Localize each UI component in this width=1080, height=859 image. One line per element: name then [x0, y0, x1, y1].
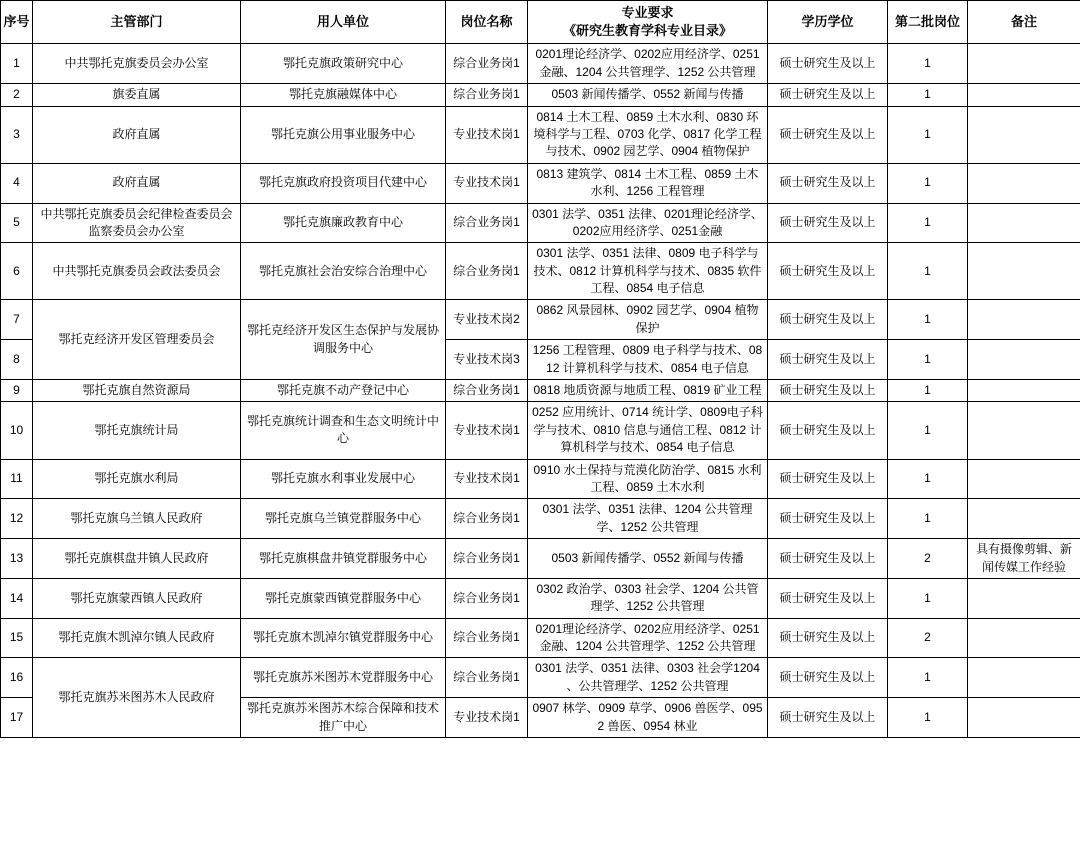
cell-employer-unit: 鄂托克旗木凯淖尔镇党群服务中心	[241, 618, 446, 658]
cell-no: 16	[1, 658, 33, 698]
cell-second-batch: 2	[888, 618, 968, 658]
table-row	[1, 578, 1080, 618]
cell-department: 鄂托克旗木凯淖尔镇人民政府	[33, 618, 241, 658]
cell-position-name: 综合业务岗1	[446, 539, 528, 579]
cell-employer-unit: 鄂托克旗公用事业服务中心	[241, 106, 446, 163]
table-row	[1, 203, 1080, 243]
table-row	[1, 243, 1080, 300]
table-row	[1, 44, 1080, 84]
table-row	[1, 380, 1080, 402]
table-row	[1, 84, 1080, 106]
cell-degree: 硕士研究生及以上	[768, 84, 888, 106]
cell-position-name: 综合业务岗1	[446, 243, 528, 300]
cell-no: 3	[1, 106, 33, 163]
cell-remark	[968, 163, 1080, 203]
cell-department: 鄂托克旗苏米图苏木人民政府	[33, 658, 241, 738]
cell-major-requirement: 0201理论经济学、0202应用经济学、0251金融、1204 公共管理学、1252 公共管理	[528, 44, 768, 84]
cell-no: 1	[1, 44, 33, 84]
cell-position-name: 专业技术岗1	[446, 459, 528, 499]
cell-major-requirement: 0301 法学、0351 法律、0201理论经济学、0202应用经济学、0251金融	[528, 203, 768, 243]
cell-remark	[968, 698, 1080, 738]
cell-no: 8	[1, 340, 33, 380]
cell-degree: 硕士研究生及以上	[768, 44, 888, 84]
cell-employer-unit: 鄂托克旗苏米图苏木党群服务中心	[241, 658, 446, 698]
cell-second-batch: 1	[888, 578, 968, 618]
cell-position-name: 专业技术岗3	[446, 340, 528, 380]
cell-second-batch: 1	[888, 402, 968, 459]
cell-remark	[968, 402, 1080, 459]
cell-position-name: 综合业务岗1	[446, 84, 528, 106]
cell-degree: 硕士研究生及以上	[768, 539, 888, 579]
cell-major-requirement: 0907 林学、0909 草学、0906 兽医学、0952 兽医、0954 林业	[528, 698, 768, 738]
cell-no: 5	[1, 203, 33, 243]
cell-no: 9	[1, 380, 33, 402]
cell-second-batch: 1	[888, 106, 968, 163]
cell-employer-unit: 鄂托克经济开发区生态保护与发展协调服务中心	[241, 300, 446, 380]
cell-employer-unit: 鄂托克旗蒙西镇党群服务中心	[241, 578, 446, 618]
table-row	[1, 402, 1080, 459]
cell-no: 13	[1, 539, 33, 579]
cell-position-name: 专业技术岗1	[446, 163, 528, 203]
cell-second-batch: 1	[888, 380, 968, 402]
cell-major-requirement: 0301 法学、0351 法律、0809 电子科学与技术、0812 计算机科学与技术、0835 软件工程、0854 电子信息	[528, 243, 768, 300]
cell-degree: 硕士研究生及以上	[768, 459, 888, 499]
cell-remark	[968, 106, 1080, 163]
cell-remark	[968, 658, 1080, 698]
cell-department: 鄂托克旗蒙西镇人民政府	[33, 578, 241, 618]
cell-degree: 硕士研究生及以上	[768, 203, 888, 243]
cell-major-requirement: 1256 工程管理、0809 电子科学与技术、0812 计算机科学与技术、0854 电子信息	[528, 340, 768, 380]
table-row	[1, 300, 1080, 340]
header-degree: 学历学位	[768, 1, 888, 44]
cell-position-name: 专业技术岗1	[446, 402, 528, 459]
cell-no: 6	[1, 243, 33, 300]
cell-major-requirement: 0301 法学、0351 法律、0303 社会学1204 、公共管理学、1252 公共管理	[528, 658, 768, 698]
cell-department: 旗委直属	[33, 84, 241, 106]
cell-no: 17	[1, 698, 33, 738]
cell-employer-unit: 鄂托克旗棋盘井镇党群服务中心	[241, 539, 446, 579]
cell-second-batch: 1	[888, 300, 968, 340]
table-header-row	[1, 1, 1080, 44]
cell-employer-unit: 鄂托克旗水利事业发展中心	[241, 459, 446, 499]
cell-major-requirement: 0302 政治学、0303 社会学、1204 公共管理学、1252 公共管理	[528, 578, 768, 618]
cell-employer-unit: 鄂托克旗政策研究中心	[241, 44, 446, 84]
cell-degree: 硕士研究生及以上	[768, 380, 888, 402]
cell-degree: 硕士研究生及以上	[768, 300, 888, 340]
header-no: 序号	[1, 1, 33, 44]
cell-degree: 硕士研究生及以上	[768, 106, 888, 163]
cell-employer-unit: 鄂托克旗社会治安综合治理中心	[241, 243, 446, 300]
cell-remark	[968, 499, 1080, 539]
cell-remark	[968, 578, 1080, 618]
cell-second-batch: 1	[888, 84, 968, 106]
header-position-name: 岗位名称	[446, 1, 528, 44]
cell-degree: 硕士研究生及以上	[768, 658, 888, 698]
cell-no: 7	[1, 300, 33, 340]
cell-remark: 具有摄像剪辑、新闻传媒工作经验	[968, 539, 1080, 579]
cell-position-name: 综合业务岗1	[446, 203, 528, 243]
cell-major-requirement: 0814 土木工程、0859 土木水利、0830 环境科学与工程、0703 化学、0817 化学工程与技术、0902 园艺学、0904 植物保护	[528, 106, 768, 163]
header-second-batch: 第二批岗位	[888, 1, 968, 44]
cell-remark	[968, 203, 1080, 243]
cell-no: 4	[1, 163, 33, 203]
cell-second-batch: 1	[888, 203, 968, 243]
cell-no: 15	[1, 618, 33, 658]
cell-department: 中共鄂托克旗委员会纪律检查委员会监察委员会办公室	[33, 203, 241, 243]
cell-degree: 硕士研究生及以上	[768, 340, 888, 380]
cell-department: 中共鄂托克旗委员会政法委员会	[33, 243, 241, 300]
cell-employer-unit: 鄂托克旗统计调查和生态文明统计中心	[241, 402, 446, 459]
cell-position-name: 综合业务岗1	[446, 380, 528, 402]
cell-second-batch: 1	[888, 44, 968, 84]
cell-major-requirement: 0201理论经济学、0202应用经济学、0251金融、1204 公共管理学、1252 公共管理	[528, 618, 768, 658]
cell-position-name: 专业技术岗2	[446, 300, 528, 340]
table-row	[1, 499, 1080, 539]
cell-department: 鄂托克旗自然资源局	[33, 380, 241, 402]
cell-position-name: 综合业务岗1	[446, 499, 528, 539]
cell-department: 鄂托克旗棋盘井镇人民政府	[33, 539, 241, 579]
cell-remark	[968, 459, 1080, 499]
cell-major-requirement: 0818 地质资源与地质工程、0819 矿业工程	[528, 380, 768, 402]
cell-employer-unit: 鄂托克旗苏米图苏木综合保障和技术推广中心	[241, 698, 446, 738]
header-major-requirement	[528, 1, 768, 44]
cell-second-batch: 2	[888, 539, 968, 579]
cell-no: 12	[1, 499, 33, 539]
cell-no: 11	[1, 459, 33, 499]
table-row	[1, 539, 1080, 579]
cell-position-name: 综合业务岗1	[446, 618, 528, 658]
cell-position-name: 专业技术岗1	[446, 698, 528, 738]
cell-degree: 硕士研究生及以上	[768, 618, 888, 658]
cell-second-batch: 1	[888, 459, 968, 499]
cell-major-requirement: 0910 水土保持与荒漠化防治学、0815 水利工程、0859 土木水利	[528, 459, 768, 499]
cell-department: 政府直属	[33, 163, 241, 203]
cell-department: 鄂托克旗乌兰镇人民政府	[33, 499, 241, 539]
cell-remark	[968, 84, 1080, 106]
cell-position-name: 综合业务岗1	[446, 44, 528, 84]
cell-major-requirement: 0301 法学、0351 法律、1204 公共管理学、1252 公共管理	[528, 499, 768, 539]
table-row	[1, 618, 1080, 658]
header-remark: 备注	[968, 1, 1080, 44]
cell-remark	[968, 340, 1080, 380]
cell-remark	[968, 300, 1080, 340]
cell-employer-unit: 鄂托克旗融媒体中心	[241, 84, 446, 106]
table-row	[1, 163, 1080, 203]
header-department: 主管部门	[33, 1, 241, 44]
cell-degree: 硕士研究生及以上	[768, 163, 888, 203]
cell-degree: 硕士研究生及以上	[768, 698, 888, 738]
cell-department: 鄂托克旗水利局	[33, 459, 241, 499]
cell-second-batch: 1	[888, 163, 968, 203]
table-row	[1, 658, 1080, 698]
cell-second-batch: 1	[888, 340, 968, 380]
cell-department: 鄂托克旗统计局	[33, 402, 241, 459]
table-row	[1, 459, 1080, 499]
cell-no: 10	[1, 402, 33, 459]
table-body	[1, 44, 1080, 738]
header-employer-unit: 用人单位	[241, 1, 446, 44]
header-major-requirement-line2: 《研究生教育学科专业目录》	[562, 23, 732, 39]
cell-second-batch: 1	[888, 499, 968, 539]
cell-degree: 硕士研究生及以上	[768, 578, 888, 618]
cell-major-requirement: 0503 新闻传播学、0552 新闻与传播	[528, 539, 768, 579]
cell-no: 2	[1, 84, 33, 106]
cell-degree: 硕士研究生及以上	[768, 402, 888, 459]
cell-degree: 硕士研究生及以上	[768, 243, 888, 300]
cell-remark	[968, 243, 1080, 300]
header-major-requirement-line1: 专业要求	[621, 5, 674, 20]
cell-second-batch: 1	[888, 658, 968, 698]
cell-remark	[968, 380, 1080, 402]
cell-second-batch: 1	[888, 243, 968, 300]
cell-position-name: 综合业务岗1	[446, 658, 528, 698]
cell-position-name: 综合业务岗1	[446, 578, 528, 618]
cell-remark	[968, 618, 1080, 658]
cell-employer-unit: 鄂托克旗政府投资项目代建中心	[241, 163, 446, 203]
cell-major-requirement: 0813 建筑学、0814 土木工程、0859 土木水利、1256 工程管理	[528, 163, 768, 203]
cell-department: 政府直属	[33, 106, 241, 163]
cell-department: 中共鄂托克旗委员会办公室	[33, 44, 241, 84]
cell-employer-unit: 鄂托克旗廉政教育中心	[241, 203, 446, 243]
cell-major-requirement: 0862 风景园林、0902 园艺学、0904 植物保护	[528, 300, 768, 340]
cell-second-batch: 1	[888, 698, 968, 738]
cell-remark	[968, 44, 1080, 84]
cell-major-requirement: 0503 新闻传播学、0552 新闻与传播	[528, 84, 768, 106]
cell-employer-unit: 鄂托克旗不动产登记中心	[241, 380, 446, 402]
cell-department: 鄂托克经济开发区管理委员会	[33, 300, 241, 380]
cell-position-name: 专业技术岗1	[446, 106, 528, 163]
cell-major-requirement: 0252 应用统计、0714 统计学、0809电子科学与技术、0810 信息与通信工程、0812 计算机科学与技术、0854 电子信息	[528, 402, 768, 459]
cell-no: 14	[1, 578, 33, 618]
table-row	[1, 106, 1080, 163]
cell-employer-unit: 鄂托克旗乌兰镇党群服务中心	[241, 499, 446, 539]
cell-degree: 硕士研究生及以上	[768, 499, 888, 539]
